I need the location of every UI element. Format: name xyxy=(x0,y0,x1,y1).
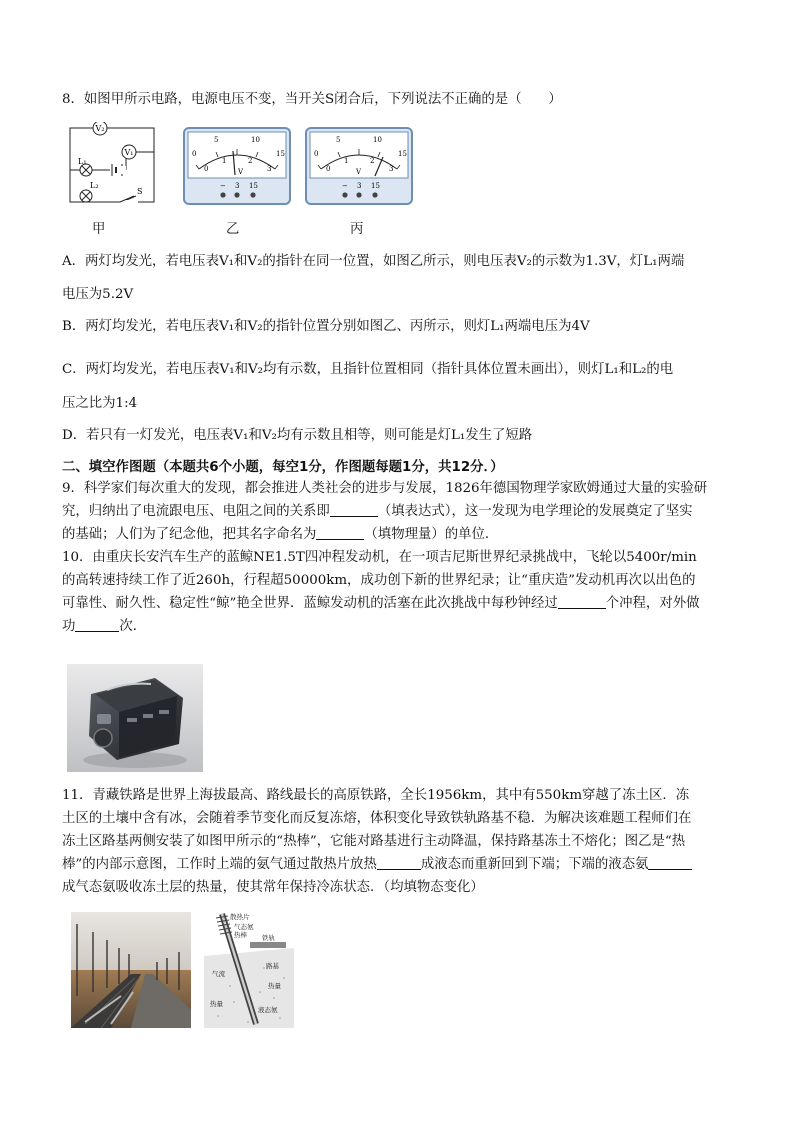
q9-blank-2[interactable] xyxy=(316,526,364,540)
scale-label: 15 xyxy=(276,150,285,158)
circuit-label-v1: V₁ xyxy=(124,148,134,157)
scale-label: 1 xyxy=(344,157,349,165)
meter-unit: V xyxy=(238,168,244,176)
label-rail: 铁轨 xyxy=(262,934,275,942)
terminal-label: 3 xyxy=(357,182,362,190)
scale-label: 10 xyxy=(373,136,382,144)
q8-option-b: B．两灯均发光，若电压表V₁和V₂的指针位置分别如图乙、丙所示，则灯L₁两端电压为4V xyxy=(62,319,590,334)
q10-line3 xyxy=(62,595,700,613)
label-roadbed: 路基 xyxy=(266,962,279,970)
q9-line1: 9．科学家们每次重大的发现，都会推进人类社会的进步与发展，1826年德国物理学家欧姆通过大量的实验研 xyxy=(62,481,708,496)
q11-text: 成液态而重新回到下端；下端的液态氨 xyxy=(420,857,649,872)
scale-label: 0 xyxy=(192,150,197,158)
scale-label: 0 xyxy=(314,150,319,158)
scale-label: 0 xyxy=(204,165,209,173)
label-radiator: 散热片 xyxy=(230,913,250,921)
label-heat-pipe: 热棒 xyxy=(234,931,247,939)
scale-label: 3 xyxy=(267,165,272,173)
q11-line3: 冻土区路基两侧安装了如图甲所示的“热棒”，它能对路基进行主动降温，保持路基冻土不熔化；图乙是“热 xyxy=(62,834,686,849)
voltmeter-yi xyxy=(183,127,291,205)
q9-line3 xyxy=(62,526,498,544)
q9-text: （填表达式），这一发现为电学理论的发展奠定了坚实 xyxy=(377,504,693,519)
scale-label: 5 xyxy=(214,136,219,144)
scale-label: 10 xyxy=(251,136,260,144)
q10-text: 可靠性、耐久性、稳定性“鲸”艳全世界．蓝鲸发动机的活塞在此次挑战中每秒钟经过 xyxy=(62,596,558,611)
q10-blank-1[interactable] xyxy=(558,595,606,609)
q8-option-d: D．若只有一灯发光，电压表V₁和V₂均有示数且相等，则可能是灯L₁发生了短路 xyxy=(62,428,533,443)
q10-text: 功 xyxy=(62,619,76,634)
engine-photo xyxy=(67,664,203,772)
railway-heat-pipe-photo xyxy=(71,912,191,1028)
q11-text: 棒”的内部示意图，工作时上端的氨气通过散热片放热 xyxy=(62,857,377,872)
terminal-label: − xyxy=(220,182,226,190)
terminal-label: 3 xyxy=(235,182,240,190)
circuit-label-v2: V₂ xyxy=(95,124,105,133)
scale-label: 1 xyxy=(222,157,227,165)
q8-option-a-line2: 电压为5.2V xyxy=(62,287,134,302)
section-2-title: 二、填空作图题（本题共6个小题，每空1分，作图题每题1分，共12分．） xyxy=(62,460,504,475)
terminal-label: 15 xyxy=(249,182,258,190)
scale-label: 15 xyxy=(398,150,407,158)
voltmeter-bing xyxy=(305,127,413,205)
label-heat-left: 热量 xyxy=(210,1000,223,1008)
label-gas-ammonia: 气态氨 xyxy=(234,923,254,931)
q11-blank-2[interactable] xyxy=(648,856,692,870)
q9-text: 究，归纳出了电流跟电压、电阻之间的关系即 xyxy=(62,504,330,519)
q8-stem: 8．如图甲所示电路，电源电压不变，当开关S闭合后，下列说法不正确的是（ ） xyxy=(62,92,562,107)
scale-label: 5 xyxy=(336,136,341,144)
heat-pipe-diagram xyxy=(194,912,294,1028)
q9-text: 的基础；人们为了纪念他，把其名字命名为 xyxy=(62,527,317,542)
q10-line4 xyxy=(62,618,146,636)
q9-text: （填物理量）的单位． xyxy=(364,527,499,542)
label-airflow: 气流 xyxy=(212,970,225,978)
q11-line2: 土区的土壤中含有冰，会随着季节变化而反复冻熔，体积变化导致铁轨路基不稳．为解决该难题工程师们在 xyxy=(62,811,692,826)
terminal-label: − xyxy=(342,182,348,190)
scale-label: 2 xyxy=(248,157,253,165)
circuit-diagram xyxy=(66,122,158,210)
q8-option-a-line1: A．两灯均发光，若电压表V₁和V₂的指针在同一位置，如图乙所示，则电压表V₂的示数为1.3V，灯L₁两端 xyxy=(62,254,685,269)
q10-line2: 的高转速持续工作了近260h，行程超50000km，成功创下新的世界纪录；让“重庆造”发动机再次以出色的 xyxy=(62,573,696,588)
scale-label: 0 xyxy=(326,165,331,173)
q10-text: 个冲程，对外做 xyxy=(605,596,700,611)
q10-blank-2[interactable] xyxy=(75,618,119,632)
fig-label-yi: 乙 xyxy=(226,222,240,237)
label-heat-right: 热量 xyxy=(268,982,281,990)
circuit-label-s: S xyxy=(137,187,143,196)
label-liquid-ammonia: 液态氨 xyxy=(258,1006,278,1014)
q11-line4 xyxy=(62,856,692,874)
meter-unit: V xyxy=(356,168,362,176)
fig-label-jia: 甲 xyxy=(92,222,106,237)
q11-line1: 11．青藏铁路是世界上海拔最高、路线最长的高原铁路，全长1956km，其中有550km穿越了冻土区．冻 xyxy=(62,788,690,803)
circuit-label-l1: L₁ xyxy=(78,157,87,166)
q10-text: 次． xyxy=(119,619,147,634)
q11-blank-1[interactable] xyxy=(377,856,421,870)
scale-label: 2 xyxy=(370,157,375,165)
q8-option-c-line1: C．两灯均发光，若电压表V₁和V₂均有示数，且指针位置相同（指针具体位置未画出），则灯L₁和L₂的电 xyxy=(62,362,674,377)
q11-line5: 成气态氨吸收冻土层的热量，使其常年保持冷冻状态．（均填物态变化） xyxy=(62,880,484,895)
terminal-label: 15 xyxy=(371,182,380,190)
fig-label-bing: 丙 xyxy=(350,222,364,237)
circuit-label-l2: L₂ xyxy=(90,181,99,190)
q9-blank-1[interactable] xyxy=(330,503,378,517)
q10-line1: 10．由重庆长安汽车生产的蓝鲸NE1.5T四冲程发动机，在一项吉尼斯世界纪录挑战中，飞轮以5400r/min xyxy=(62,550,697,565)
scale-label: 3 xyxy=(389,165,394,173)
q8-option-c-line2: 压之比为1:4 xyxy=(62,396,138,411)
q9-line2 xyxy=(62,503,693,521)
